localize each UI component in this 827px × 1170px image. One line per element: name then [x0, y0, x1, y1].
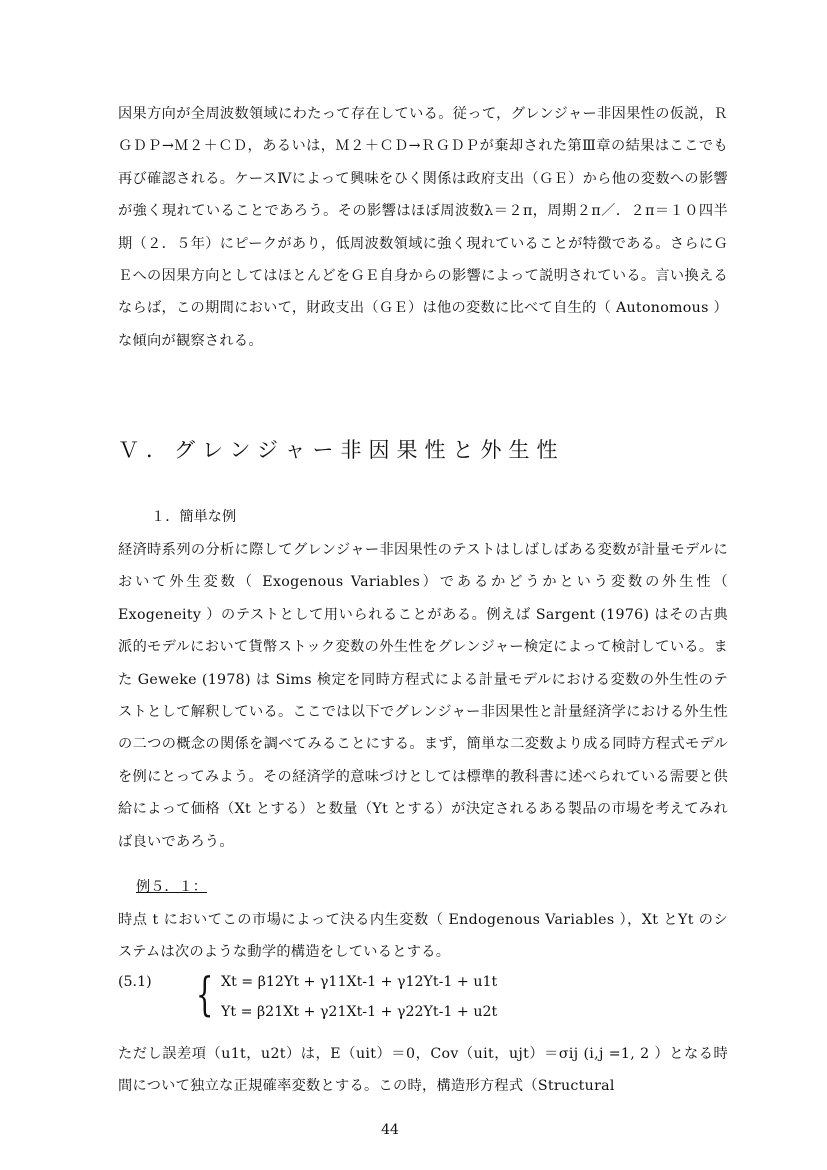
- section-title: Ｖ．グレンジャー非因果性と外生性: [118, 438, 565, 462]
- equation-line-1: Xt = β12Yt + γ11Xt-1 + γ12Yt-1 + u1t: [221, 974, 498, 990]
- paragraph-causality-results: 因果方向が全周波数領域にわたって存在している。従って，グレンジャー非因果性の仮説，ＲＧＤＰ→Ｍ２＋ＣＤ，あるいは，Ｍ２＋ＣＤ→ＲＧＤＰが棄却された第Ⅲ章の結果はここでも再び確認される。ケースⅣによって興味をひく関係は政府支出（ＧＥ）から他の変数への影響が強く現れていることであろう。その影響はほぼ周波数λ＝２π，周期２π／．２π＝１０四半期（２．５年）にピークがあり，低周波数領域に強く現れていることが特徴である。さらにＧＥへの因果方向としてはほとんどをＧＥ自身からの影響によって説明されている。言い換えるならば，この期間において，財政支出（ＧＥ）は他の変数に比べて自生的（ Autonomous ）な傾向が観察される。: [118, 106, 728, 349]
- subsection-title: １．簡単な例: [151, 509, 237, 525]
- example-label: 例５．１：: [136, 879, 207, 895]
- paragraph-error-terms: ただし誤差項（u1t，u2t）は，E（uit）＝0，Cov（uit，ujt）＝σij (i,j =1, 2 ）となる時間について独立な正規確率変数とする。この時，構造形方程式（Structural: [118, 1046, 728, 1095]
- equation-number: (5.1): [118, 974, 152, 990]
- paragraph-exogeneity-intro: 経済時系列の分析に際してグレンジャー非因果性のテストはしばしばある変数が計量モデルにおいて外生変数（ Exogenous Variables）であるかどうかという変数の外生性（ Exogeneity ）のテストとして用いられることがある。例えば Sargent (1976) はその古典派的モデルにおいて貨幣ストック変数の外生性をグレンジャー検定によって検討している。また Geweke (1978) は Sims 検定を同時方程式による計量モデルにおける変数の外生性のテストとして解釈している。ここでは以下でグレンジャー非因果性と計量経済学における外生性の二つの概念の関係を調べてみることにする。まず，簡単な二変数より成る同時方程式モデルを例にとってみよう。その経済学的意味づけとしては標準的教科書に述べられている需要と供給によって価格（Xt とする）と数量（Yt とする）が決定されるある製品の市場を考えてみれば良いであろう。: [118, 542, 728, 850]
- equation-brace: {: [195, 967, 214, 1021]
- paragraph-system-description: 時点 t においてこの市場によって決る内生変数（ Endogenous Variables ），Xt とYt のシステムは次のような動学的構造をしているとする。: [118, 912, 728, 961]
- equation-block: [118, 966, 728, 1030]
- equation-line-2: Yt = β21Xt + γ21Xt-1 + γ22Yt-1 + u2t: [221, 1004, 498, 1020]
- page-number: 44: [381, 1122, 399, 1138]
